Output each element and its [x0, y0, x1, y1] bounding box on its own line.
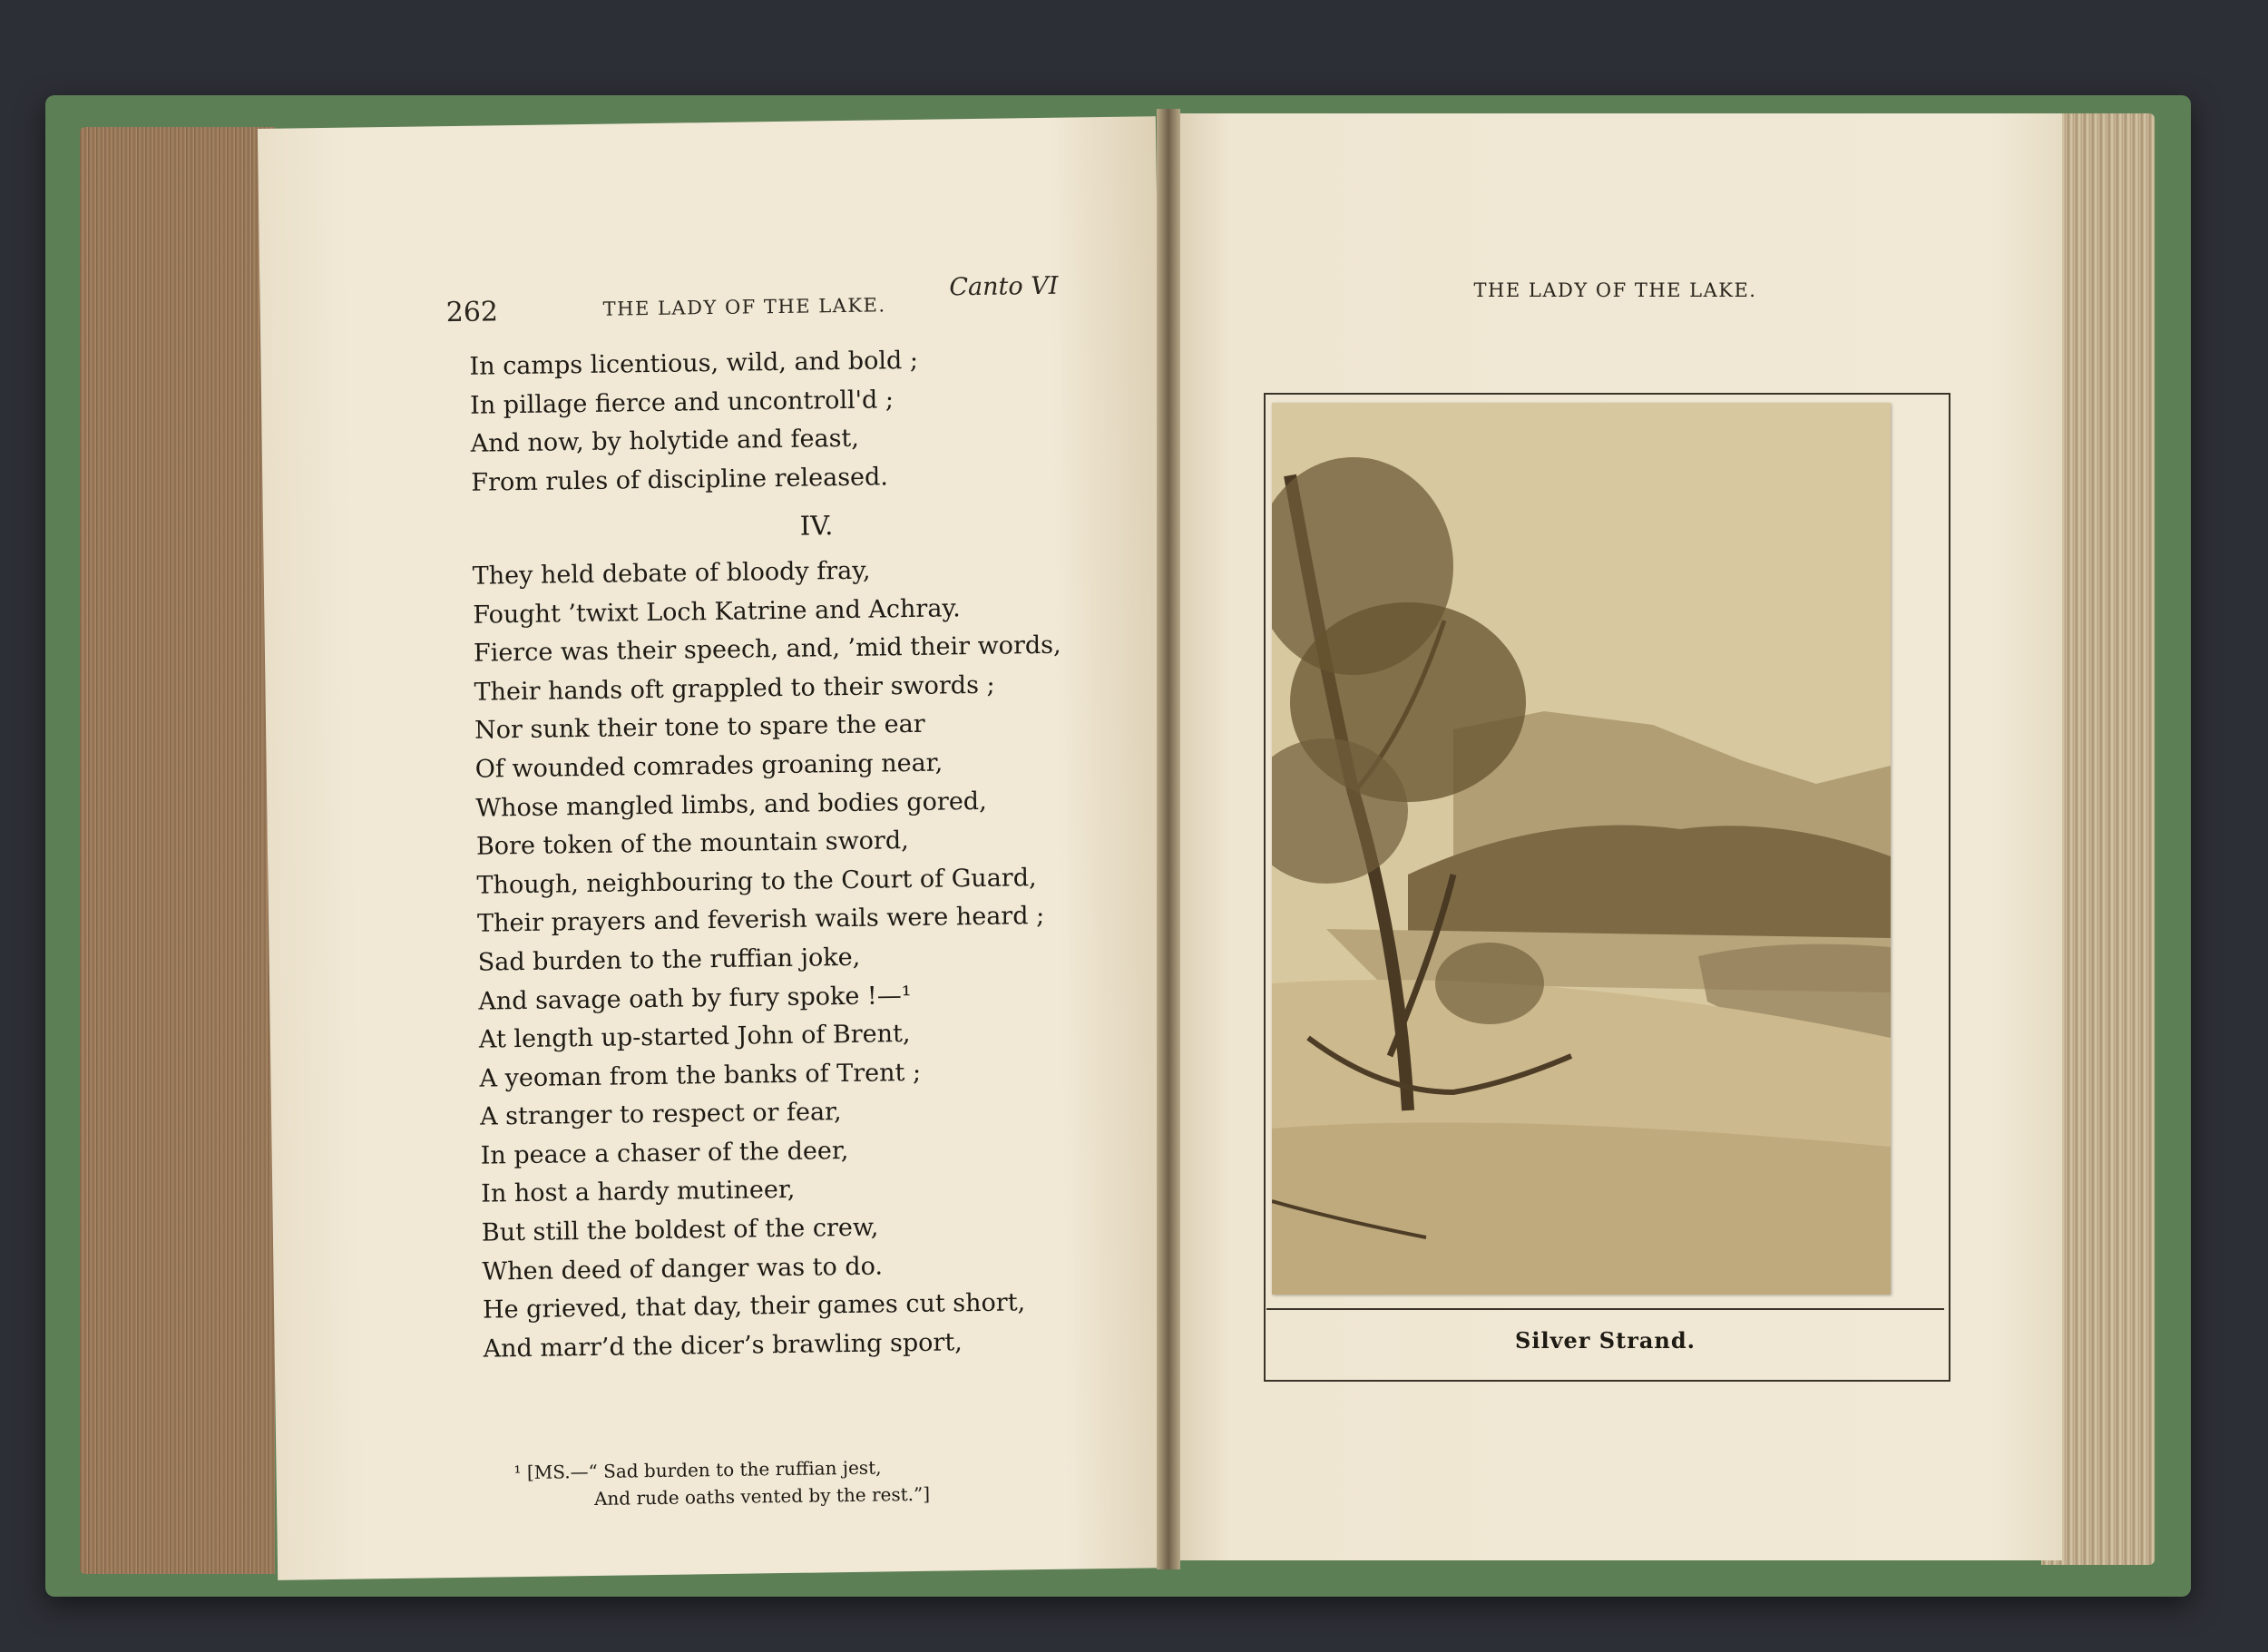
verse-block — [469, 339, 1119, 1369]
verse-line: Whose mangled limbs, and bodies gored, — [475, 787, 987, 823]
verse-line: From rules of discipline released. — [471, 463, 889, 497]
book-gutter — [1157, 109, 1180, 1569]
verse-line: In pillage fierce and uncontroll'd ; — [469, 385, 894, 420]
verse-line: Nor sunk their tone to spare the ear — [474, 710, 925, 746]
verse-line: Their prayers and feverish wails were heard ; — [476, 902, 1045, 939]
verse-line: Though, neighbouring to the Court of Guard, — [476, 863, 1037, 900]
canto-label: Canto VI — [949, 271, 1059, 302]
verse-line: Bore token of the mountain sword, — [475, 826, 909, 861]
verse-line: He grieved, that day, their games cut short, — [482, 1288, 1026, 1325]
verse-line: They held debate of bloody fray, — [472, 556, 871, 591]
footnote-line: ¹ [MS.—“ Sad burden to the ruffian jest, — [513, 1456, 882, 1484]
page-edges-left — [80, 127, 275, 1574]
running-head-right: THE LADY OF THE LAKE. — [1473, 279, 1757, 301]
verse-line: And now, by holytide and feast, — [470, 424, 860, 458]
verse-line: In peace a chaser of the deer, — [480, 1136, 849, 1170]
verse-line: When deed of danger was to do. — [482, 1252, 884, 1286]
running-head-left: THE LADY OF THE LAKE. — [602, 294, 886, 320]
left-page — [258, 116, 1176, 1580]
verse-line: And marr’d the dicer’s brawling sport, — [483, 1328, 963, 1364]
verse-line: At length up-started John of Brent, — [478, 1020, 911, 1054]
verse-line: And savage oath by fury spoke !—¹ — [478, 981, 912, 1016]
verse-line: In camps licentious, wild, and bold ; — [469, 346, 919, 381]
footnote-line: And rude oaths vented by the rest.”] — [593, 1482, 931, 1510]
stanza-number: IV. — [799, 510, 834, 543]
footnote — [513, 1451, 1113, 1513]
caption-rule — [1266, 1308, 1944, 1310]
verse-line: A yeoman from the banks of Trent ; — [479, 1058, 922, 1093]
verse-line: In host a hardy mutineer, — [481, 1176, 796, 1209]
verse-line: Fierce was their speech, and, ’mid their words, — [473, 630, 1061, 668]
verse-line: Sad burden to the ruffian joke, — [477, 943, 861, 977]
landscape-photograph — [1272, 403, 1891, 1295]
verse-line: But still the boldest of the crew, — [481, 1213, 879, 1247]
photo-scene — [1272, 403, 1891, 1295]
page-number: 262 — [445, 296, 499, 329]
verse-line: Fought ’twixt Loch Katrine and Achray. — [473, 593, 961, 630]
verse-line: Of wounded comrades groaning near, — [474, 748, 943, 784]
verse-line: A stranger to respect or fear, — [479, 1098, 842, 1131]
plate-caption: Silver Strand. — [1515, 1327, 1696, 1354]
verse-line: Their hands oft grappled to their swords ; — [474, 670, 995, 707]
